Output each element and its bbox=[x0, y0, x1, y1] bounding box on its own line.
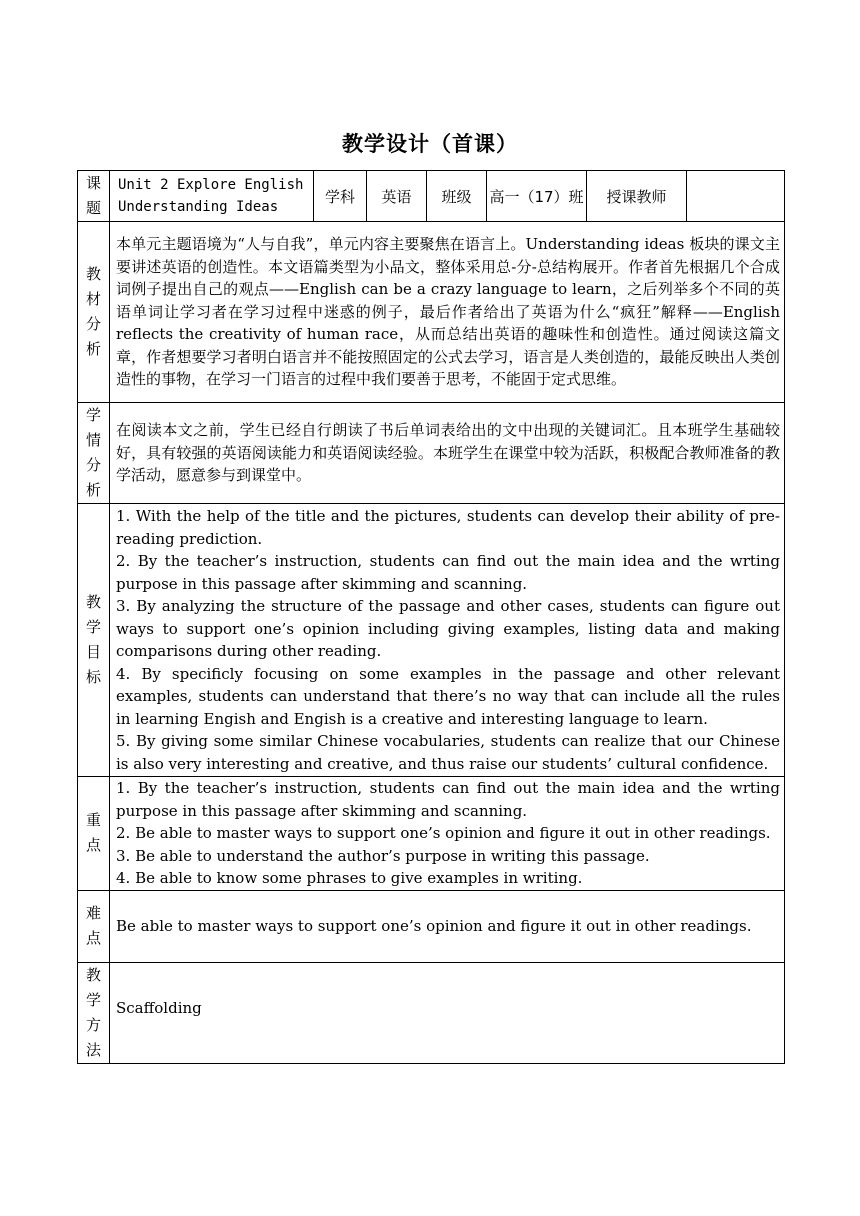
methods-label: 教 学 方 法 bbox=[78, 962, 110, 1063]
list-item: 2. By the teacher’s instruction, students can find out the main idea and the wrting purpose in this passage after skimming and scanning. bbox=[116, 552, 780, 593]
topic-label: 课 题 bbox=[78, 171, 110, 222]
lesson-plan-table bbox=[77, 170, 785, 1064]
list-item: 1. With the help of the title and the pictures, students can develop their ability of pre-reading prediction. bbox=[116, 507, 780, 548]
header-row bbox=[78, 171, 785, 222]
difficulties-row bbox=[78, 890, 785, 962]
teacher-value bbox=[687, 171, 785, 222]
list-item: 2. Be able to master ways to support one’s opinion and figure it out in other readings. bbox=[116, 824, 771, 842]
difficulties-text: Be able to master ways to support one’s opinion and figure it out in other readings. bbox=[110, 890, 785, 962]
objectives-row bbox=[78, 504, 785, 777]
list-item: 5. By giving some similar Chinese vocabularies, students can realize that our Chinese is also very interesting and creative, and thus raise our students’ cultural confidence. bbox=[116, 732, 780, 773]
class-value: 高一（17）班 bbox=[487, 171, 587, 222]
objectives-label: 教 学 目 标 bbox=[78, 504, 110, 777]
students-row bbox=[78, 403, 785, 504]
list-item: 1. By the teacher’s instruction, students can find out the main idea and the wrting purpose in this passage after skimming and scanning. bbox=[116, 779, 780, 820]
unit-title: Unit 2 Explore English Understanding Ideas bbox=[110, 171, 314, 222]
material-text: 本单元主题语境为“人与自我”，单元内容主要聚焦在语言上。Understanding ideas 板块的课文主要讲述英语的创造性。本文语篇类型为小品文，整体采用总-分-总结构展开。作者首先根据几个合成词例子提出自己的观点——English can be a crazy language to learn，之后列举多个不同的英语单词让学习者在学习过程中迷惑的例子，最后作者给出了英语为什么“疯狂”解释——English reflects the creativity of human race，从而总结出英语的趣味性和创造性。通过阅读这篇文章，作者想要学习者明白语言并不能按照固定的公式去学习，语言是人类创造的，最能反映出人类创造性的事物，在学习一门语言的过程中我们要善于思考，不能固于定式思维。 bbox=[110, 222, 785, 403]
methods-row bbox=[78, 962, 785, 1063]
objectives-list bbox=[110, 504, 785, 777]
page-title: 教学设计（首课） bbox=[342, 132, 518, 156]
material-label: 教 材 分 析 bbox=[78, 222, 110, 403]
methods-text: Scaffolding bbox=[110, 962, 785, 1063]
list-item: 4. Be able to know some phrases to give examples in writing. bbox=[116, 869, 583, 887]
list-item: 3. Be able to understand the author’s purpose in writing this passage. bbox=[116, 846, 650, 865]
class-label: 班级 bbox=[427, 171, 487, 222]
students-text: 在阅读本文之前，学生已经自行朗读了书后单词表给出的文中出现的关键词汇。且本班学生基础较好，具有较强的英语阅读能力和英语阅读经验。本班学生在课堂中较为活跃，积极配合教师准备的教学活动，愿意参与到课堂中。 bbox=[110, 403, 785, 504]
material-row bbox=[78, 222, 785, 403]
teacher-label: 授课教师 bbox=[587, 171, 687, 222]
key-points-list bbox=[110, 777, 785, 891]
subject-label: 学科 bbox=[314, 171, 367, 222]
key-points-row bbox=[78, 777, 785, 891]
list-item: 3. By analyzing the structure of the passage and other cases, students can figure out ways to support one’s opinion including giving examples, listing data and making comparisons during other reading. bbox=[116, 597, 780, 660]
list-item: 4. By specificly focusing on some examples in the passage and other relevant examples, students can understand that there’s no way that can include all the rules in learning Engish and Engish is a creative and interesting language to learn. bbox=[116, 664, 780, 728]
key-points-label: 重 点 bbox=[78, 777, 110, 891]
students-label: 学 情 分 析 bbox=[78, 403, 110, 504]
difficulties-label: 难 点 bbox=[78, 890, 110, 962]
subject-value: 英语 bbox=[367, 171, 427, 222]
